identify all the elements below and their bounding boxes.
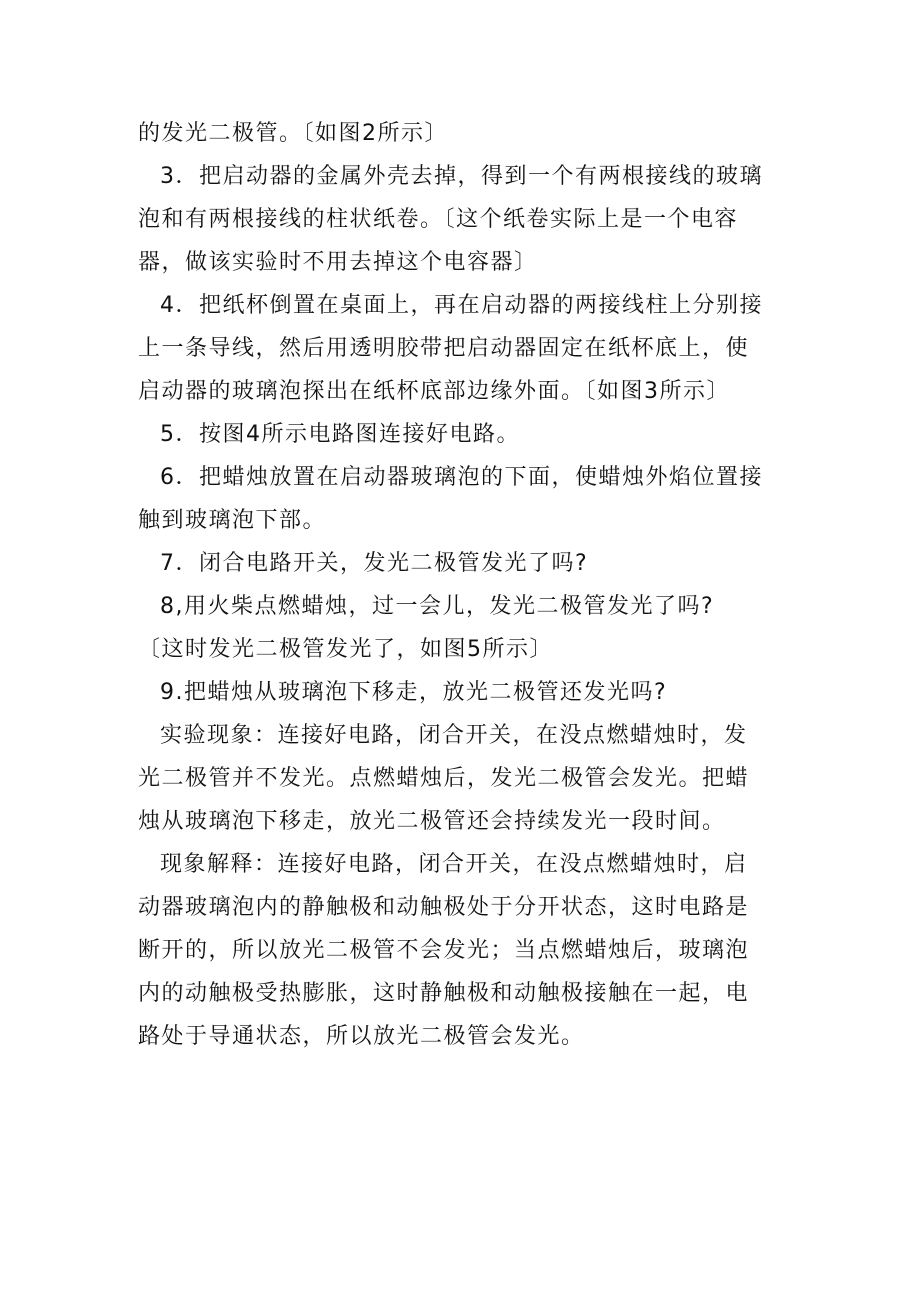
text-line: 光二极管并不发光。点燃蜡烛后，发光二极管会发光。把蜡 — [138, 766, 750, 791]
text-line: 现象解释：连接好电路，闭合开关，在没点燃蜡烛时，启 — [160, 852, 748, 877]
text-line: 8,用火柴点燃蜡烛，过一会儿，发光二极管发光了吗? — [160, 594, 715, 619]
text-line: 实验现象：连接好电路，闭合开关，在没点燃蜡烛时，发 — [160, 723, 748, 748]
text-line: 3．把启动器的金属外壳去掉，得到一个有两根接线的玻璃 — [160, 164, 763, 189]
text-line: 6．把蜡烛放置在启动器玻璃泡的下面，使蜡烛外焰位置接 — [160, 465, 763, 490]
text-line: 启动器的玻璃泡探出在纸杯底部边缘外面。〔如图3所示〕 — [138, 379, 730, 404]
text-line: 内的动触极受热膨胀，这时静触极和动触极接触在一起，电 — [138, 981, 750, 1006]
text-line: 9.把蜡烛从玻璃泡下移走，放光二极管还发光吗? — [160, 680, 668, 705]
body-text — [138, 112, 798, 1058]
text-line: 烛从玻璃泡下移走，放光二极管还会持续发光一段时间。 — [138, 809, 726, 834]
text-line: 5．按图4所示电路图连接好电路。 — [160, 422, 520, 447]
text-line: 路处于导通状态，所以放光二极管会发光。 — [138, 1024, 585, 1049]
text-line: 〔这时发光二极管发光了，如图5所示〕 — [138, 637, 553, 662]
text-line: 泡和有两根接线的柱状纸卷。〔这个纸卷实际上是一个电容 — [138, 207, 739, 232]
text-line: 的发光二极管。〔如图2所示〕 — [138, 121, 448, 146]
text-line: 断开的，所以放光二极管不会发光；当点燃蜡烛后，玻璃泡 — [138, 938, 750, 963]
text-line: 4．把纸杯倒置在桌面上，再在启动器的两接线柱上分别接 — [160, 293, 763, 318]
text-line: 7．闭合电路开关，发光二极管发光了吗? — [160, 551, 589, 576]
text-line: 动器玻璃泡内的静触极和动触极处于分开状态，这时电路是 — [138, 895, 750, 920]
text-line: 触到玻璃泡下部。 — [138, 508, 327, 533]
text-line: 器，做该实验时不用去掉这个电容器〕 — [138, 250, 538, 275]
text-line: 上一条导线，然后用透明胶带把启动器固定在纸杯底上，使 — [138, 336, 750, 361]
